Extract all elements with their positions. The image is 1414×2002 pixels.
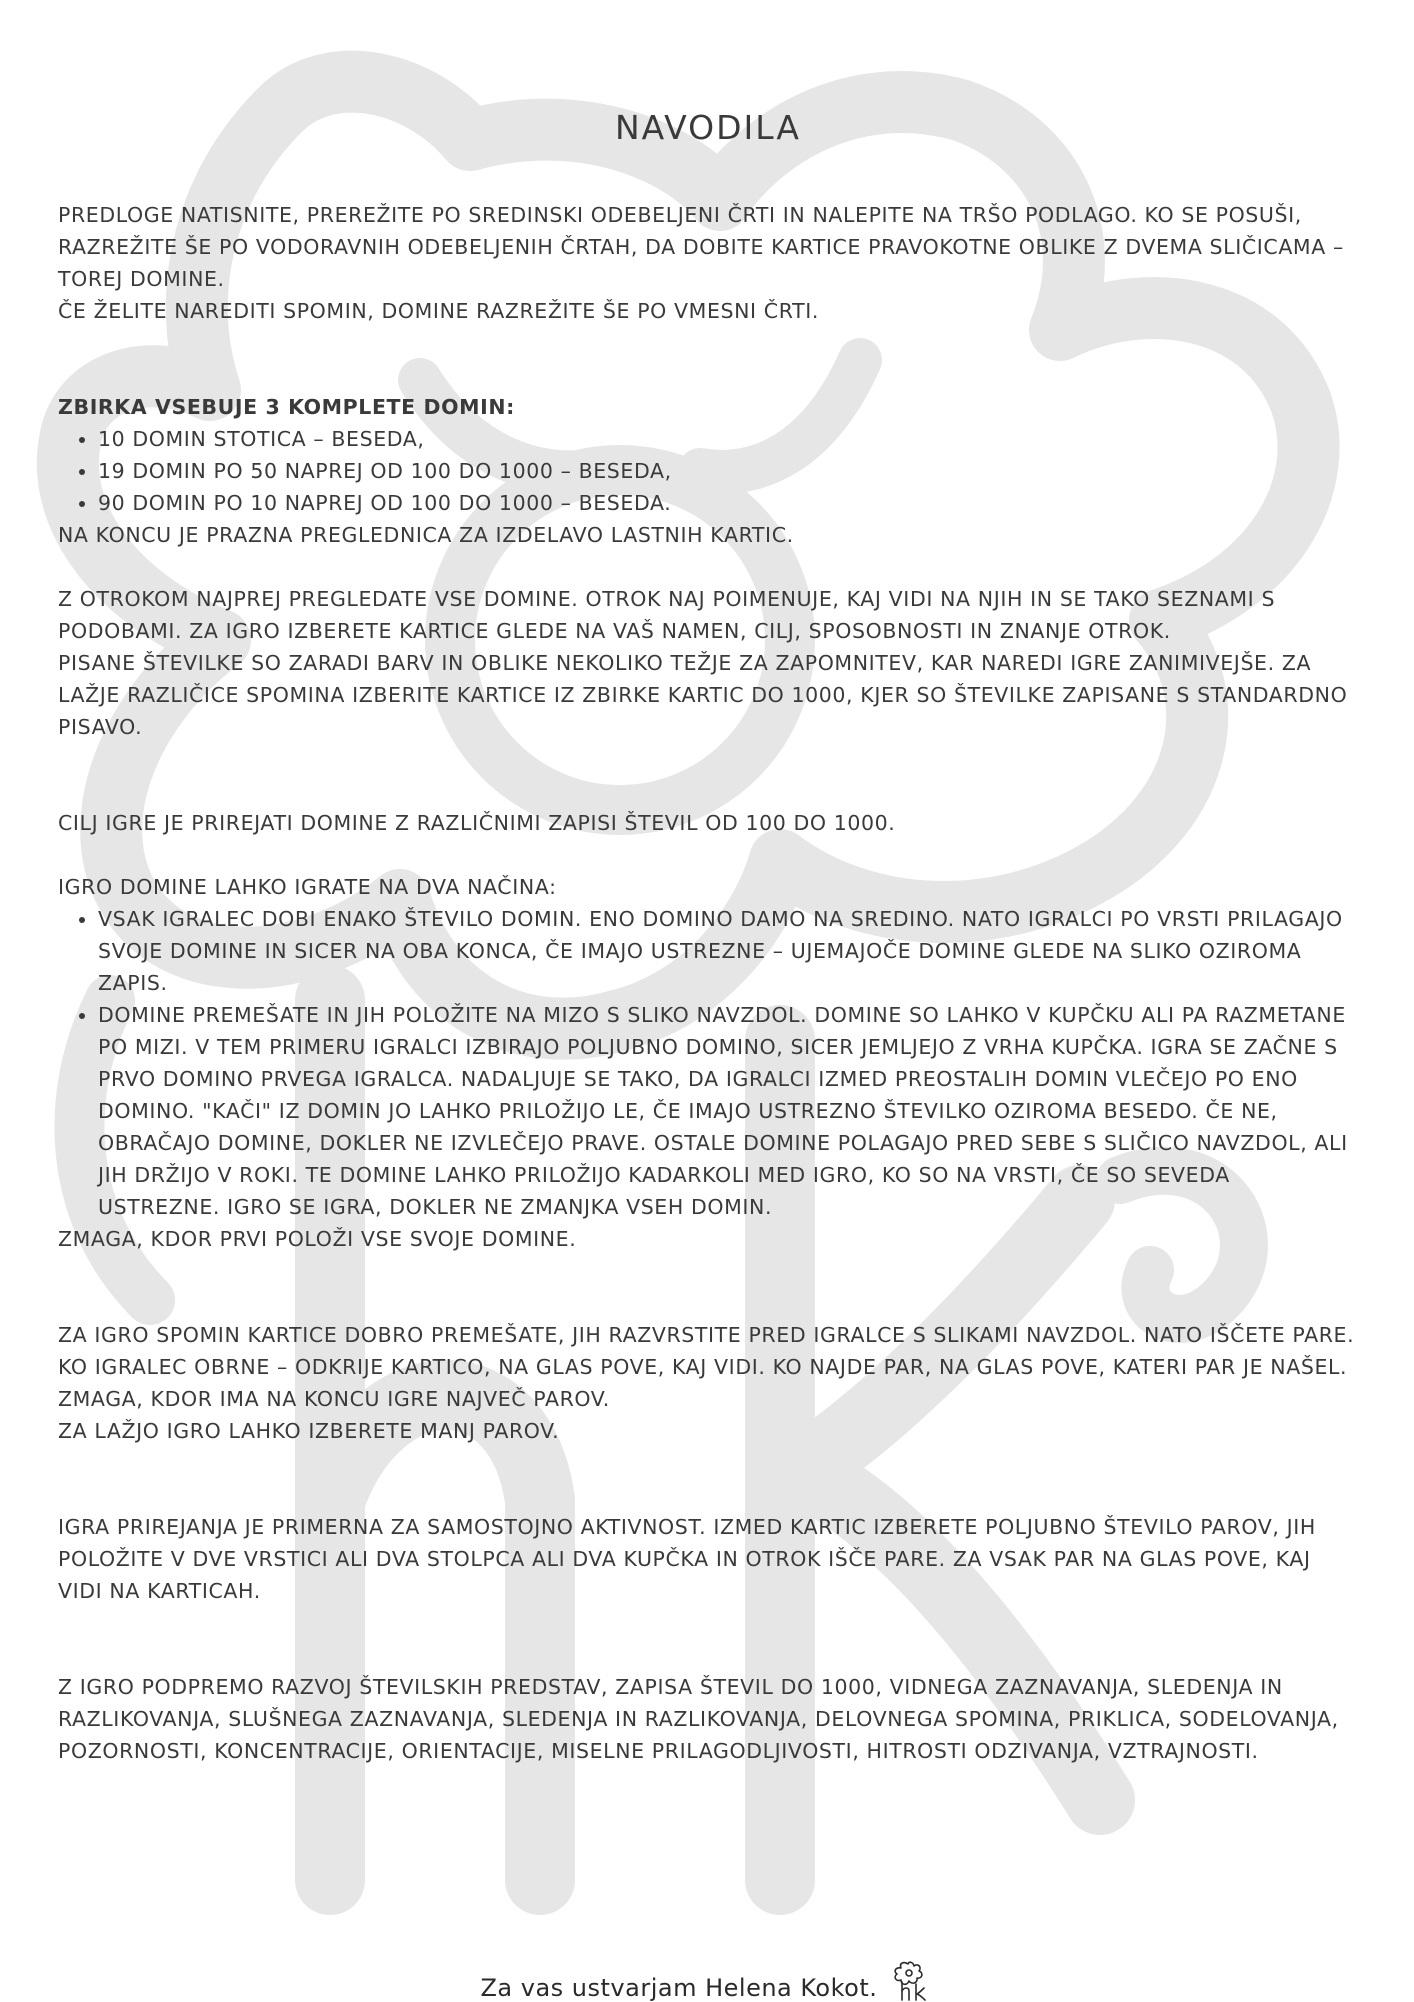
page-title: NAVODILA: [615, 108, 801, 147]
development-paragraph: Z IGRO PODPREMO RAZVOJ ŠTEVILSKIH PREDSTAV, ZAPISA ŠTEVIL DO 1000, VIDNEGA ZAZNAVANJA, SLEDENJA IN RAZLIKOVANJA, SLUŠNEGA ZAZNAVANJA, SLEDENJA IN RAZLIKOVANJA, DELOVNEGA SPOMINA, PRIKLICA, SODELOVANJA, POZORNOSTI, KONCENTRACIJE, ORIENTACIJE, MISELNE PRILAGODLJIVOSTI, HITROSTI ODZIVANJA, VZTRAJNOSTI.: [58, 1675, 1339, 1763]
list-item: • 19 DOMIN PO 50 NAPREJ OD 100 DO 1000 – BESEDA,: [98, 455, 1358, 487]
instructions-content: [58, 100, 1358, 1767]
memory-paragraph: ZA IGRO SPOMIN KARTICE DOBRO PREMEŠATE, JIH RAZVRSTITE PRED IGRALCE S SLIKAMI NAVZDOL. NATO IŠČETE PARE. KO IGRALEC OBRNE – ODKRIJE KARTICO, NA GLAS POVE, KAJ VIDI. KO NAJDE PAR, NA GLAS POVE, KATERI PAR JE NAŠEL.: [58, 1323, 1355, 1379]
intro-paragraph: PREDLOGE NATISNITE, PREREŽITE PO SREDINSKI ODEBELJENI ČRTI IN NALEPITE NA TRŠO PODLAGO. KO SE POSUŠI, RAZREŽITE ŠE PO VODORAVNIH ODEBELJENIH ČRTAH, DA DOBITE KARTICE PRAVOKOTNE OBLIKE Z DVEMA SLIČICAMA – TOREJ DOMINE.: [58, 203, 1344, 291]
memory-win-rule: ZMAGA, KDOR IMA NA KONCU IGRE NAJVEČ PAROV.: [58, 1387, 610, 1411]
review-paragraph: Z OTROKOM NAJPREJ PREGLEDATE VSE DOMINE. OTROK NAJ POIMENUJE, KAJ VIDI NA NJIH IN SE TAKO SEZNAMI S PODOBAMI. ZA IGRO IZBERETE KARTICE GLEDE NA VAŠ NAMEN, CILJ, SPOSOBNOSTI IN ZNANJE OTROK.: [58, 587, 1276, 643]
list-item: • 10 DOMIN STOTICA – BESEDA,: [98, 423, 1358, 455]
footer: [0, 1960, 1414, 2002]
flower-hk-logo-icon: [890, 1960, 934, 2002]
domino-win-rule: ZMAGA, KDOR PRVI POLOŽI VSE SVOJE DOMINE.: [58, 1227, 577, 1251]
domino-ways-list: [58, 903, 1358, 1223]
list-item: • VSAK IGRALEC DOBI ENAKO ŠTEVILO DOMIN. ENO DOMINO DAMO NA SREDINO. NATO IGRALCI PO VRSTI PRILAGAJO SVOJE DOMINE IN SICER NA OBA KONCA, ČE IMAJO USTREZNE – UJEMAJOČE DOMINE GLEDE NA SLIKO OZIROMA ZAPIS.: [98, 903, 1358, 999]
list-item: • DOMINE PREMEŠATE IN JIH POLOŽITE NA MIZO S SLIKO NAVZDOL. DOMINE SO LAHKO V KUPČKU ALI PA RAZMETANE PO MIZI. V TEM PRIMERU IGRALCI IZBIRAJO POLJUBNO DOMINO, SICER JEMLJEJO Z VRHA KUPČKA. IGRA SE ZAČNE S PRVO DOMINO PRVEGA IGRALCA. NADALJUJE SE TAKO, DA IGRALCI IZMED PREOSTALIH DOMIN VLEČEJO PO ENO DOMINO. "KAČI" IZ DOMIN JO LAHKO PRILOŽIJO LE, ČE IMAJO USTREZNO ŠTEVILKO OZIROMA BESEDO. ČE NE, OBRAČAJO DOMINE, DOKLER NE IZVLEČEJO PRAVE. OSTALE DOMINE POLAGAJO PRED SEBE S SLIČICO NAVZDOL, ALI JIH DRŽIJO V ROKI. TE DOMINE LAHKO PRILOŽIJO KADARKOLI MED IGRO, KO SO NA VRSTI, ČE SO SEVEDA USTREZNE. IGRO SE IGRA, DOKLER NE ZMANJKA VSEH DOMIN.: [98, 999, 1358, 1223]
collection-note: NA KONCU JE PRAZNA PREGLEDNICA ZA IZDELAVO LASTNIH KARTIC.: [58, 523, 794, 547]
collection-heading: ZBIRKA VSEBUJE 3 KOMPLETE DOMIN:: [58, 395, 515, 419]
intro-memory-note: ČE ŽELITE NAREDITI SPOMIN, DOMINE RAZREŽITE ŠE PO VMESNI ČRTI.: [58, 299, 819, 323]
matching-paragraph: IGRA PRIREJANJA JE PRIMERNA ZA SAMOSTOJNO AKTIVNOST. IZMED KARTIC IZBERETE POLJUBNO ŠTEVILO PAROV, JIH POLOŽITE V DVE VRSTICI ALI DVA STOLPCA ALI DVA KUPČKA IN OTROK IŠČE PARE. ZA VSAK PAR NA GLAS POVE, KAJ VIDI NA KARTICAH.: [58, 1515, 1316, 1603]
review-paragraph: PISANE ŠTEVILKE SO ZARADI BARV IN OBLIKE NEKOLIKO TEŽJE ZA ZAPOMNITEV, KAR NAREDI IGRE ZANIMIVEJŠE. ZA LAŽJE RAZLIČICE SPOMINA IZBERITE KARTICE IZ ZBIRKE KARTIC DO 1000, KJER SO ŠTEVILKE ZAPISANE S STANDARDNO PISAVO.: [58, 651, 1348, 739]
memory-easier-note: ZA LAŽJO IGRO LAHKO IZBERETE MANJ PAROV.: [58, 1419, 560, 1443]
goal-paragraph: CILJ IGRE JE PRIREJATI DOMINE Z RAZLIČNIMI ZAPISI ŠTEVIL OD 100 DO 1000.: [58, 811, 896, 835]
domino-heading: IGRO DOMINE LAHKO IGRATE NA DVA NAČINA:: [58, 875, 557, 899]
list-item: • 90 DOMIN PO 10 NAPREJ OD 100 DO 1000 – BESEDA.: [98, 487, 1358, 519]
collection-list: [58, 423, 1358, 519]
footer-text: Za vas ustvarjam Helena Kokot.: [480, 1974, 878, 2002]
